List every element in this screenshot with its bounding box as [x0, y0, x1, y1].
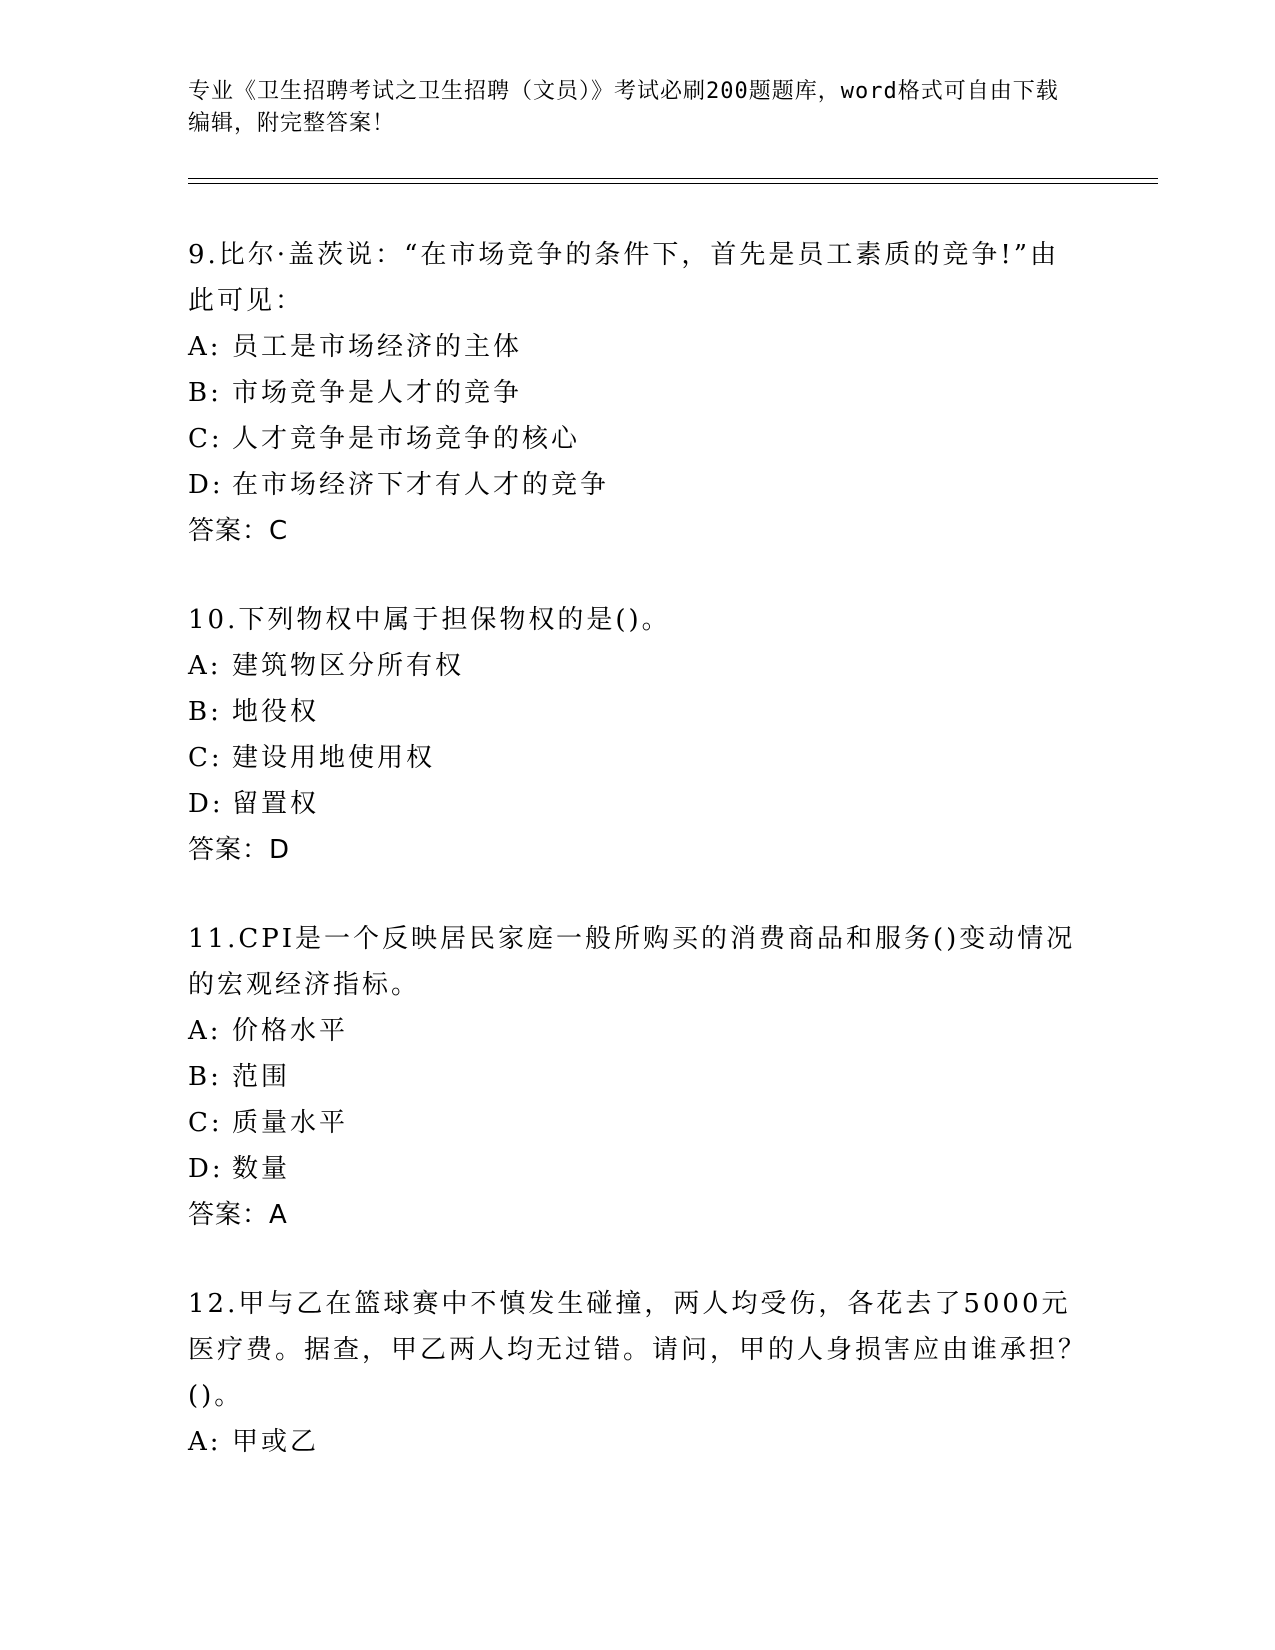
option-d: [188, 1146, 1088, 1192]
answer-line: 答案：A: [188, 1200, 288, 1230]
answer-line: 答案：D: [188, 835, 291, 865]
question-stem: 9.比尔·盖茨说：“在市场竞争的条件下，首先是员工素质的竞争!”由此可见：: [188, 240, 1060, 316]
answer-line: 答案：C: [188, 516, 289, 546]
option-text: 地役权: [232, 697, 320, 727]
option-text: 质量水平: [232, 1108, 349, 1138]
option-text: 留置权: [232, 789, 320, 819]
option-text: 在市场经济下才有人才的竞争: [232, 470, 610, 500]
option-text: 范围: [232, 1062, 291, 1092]
option-a: [188, 1008, 1088, 1054]
option-text: 价格水平: [232, 1016, 349, 1046]
header-divider-bottom: [188, 183, 1158, 184]
option-b: [188, 1054, 1088, 1100]
option-c: [188, 1100, 1088, 1146]
option-label: D:: [188, 1154, 224, 1184]
header-divider-top: [188, 178, 1158, 179]
option-label: D:: [188, 470, 224, 500]
option-text: 数量: [232, 1154, 291, 1184]
option-text: 员工是市场经济的主体: [232, 332, 523, 362]
option-label: C:: [188, 424, 223, 454]
question-12: [188, 1281, 1088, 1465]
option-text: 建筑物区分所有权: [232, 651, 465, 681]
option-label: C:: [188, 743, 223, 773]
question-list: [188, 232, 1088, 1508]
option-b: [188, 370, 1088, 416]
option-label: A:: [188, 332, 222, 362]
option-text: 甲或乙: [232, 1427, 320, 1457]
option-label: B:: [188, 697, 222, 727]
option-a: [188, 324, 1088, 370]
option-d: [188, 781, 1088, 827]
question-stem: 10.下列物权中属于担保物权的是()。: [188, 605, 671, 635]
option-a: [188, 1419, 1088, 1465]
option-label: B:: [188, 1062, 222, 1092]
option-label: C:: [188, 1108, 223, 1138]
option-b: [188, 689, 1088, 735]
question-9: [188, 232, 1088, 554]
question-stem: 11.CPI是一个反映居民家庭一般所购买的消费商品和服务()变动情况的宏观经济指标。: [188, 924, 1076, 1000]
option-text: 人才竞争是市场竞争的核心: [232, 424, 581, 454]
question-10: [188, 597, 1088, 873]
option-label: D:: [188, 789, 224, 819]
option-d: [188, 462, 1088, 508]
option-label: A:: [188, 1016, 222, 1046]
option-label: A:: [188, 651, 222, 681]
question-stem: 12.甲与乙在篮球赛中不慎发生碰撞，两人均受伤，各花去了5000元医疗费。据查，甲乙两人均无过错。请问，甲的人身损害应由谁承担？()。: [188, 1289, 1088, 1411]
document-header: 专业《卫生招聘考试之卫生招聘（文员）》考试必刷200题题库，word格式可自由下载编辑，附完整答案！: [188, 79, 1059, 136]
option-text: 市场竞争是人才的竞争: [232, 378, 523, 408]
option-a: [188, 643, 1088, 689]
option-label: A:: [188, 1427, 222, 1457]
option-c: [188, 735, 1088, 781]
question-11: [188, 916, 1088, 1238]
option-c: [188, 416, 1088, 462]
option-text: 建设用地使用权: [232, 743, 436, 773]
option-label: B:: [188, 378, 222, 408]
